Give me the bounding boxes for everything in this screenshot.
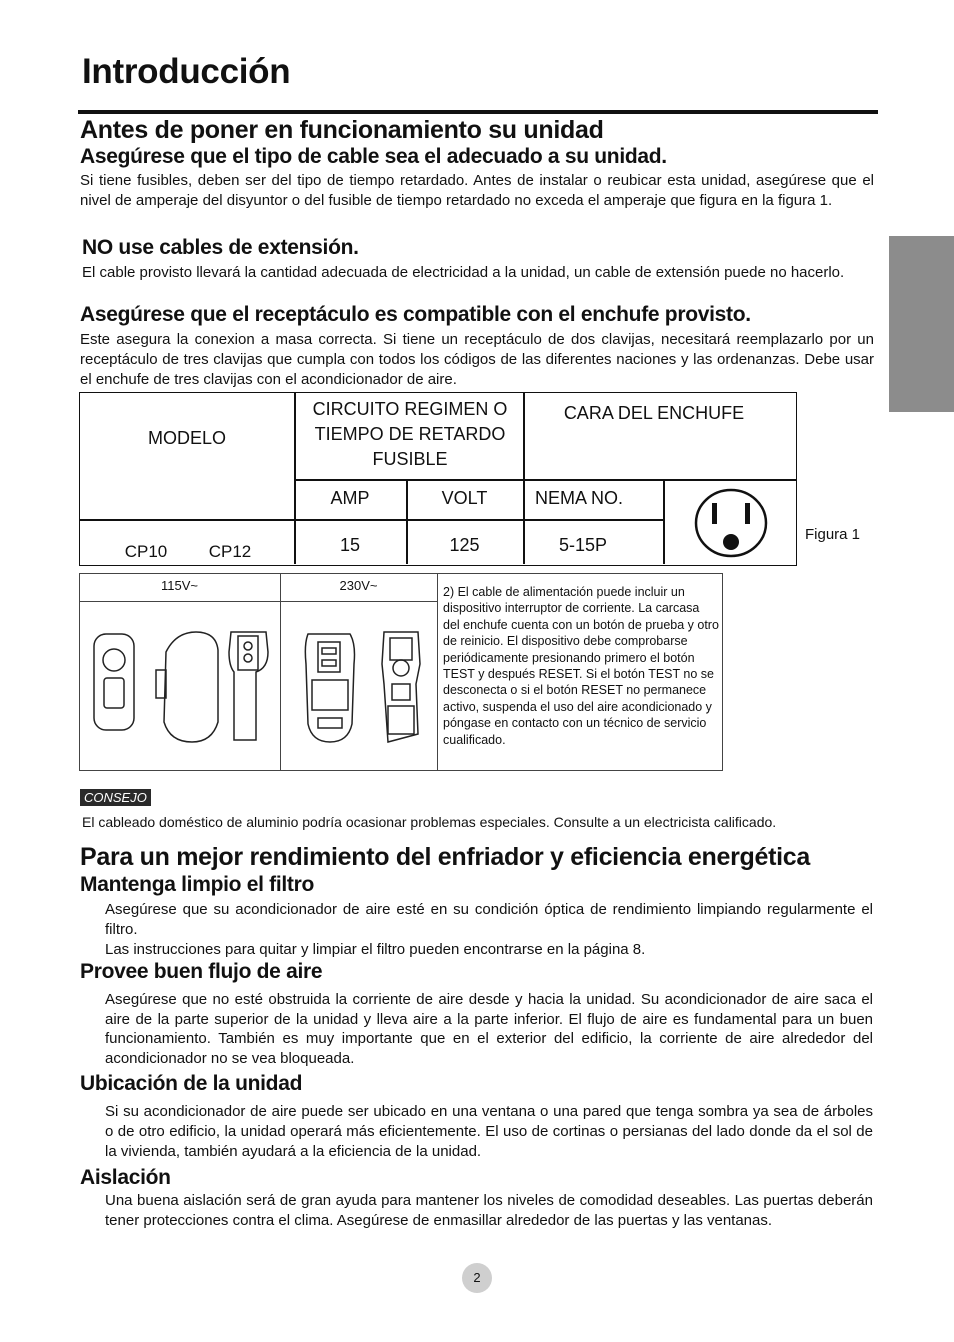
- label-115v: 115V~: [161, 578, 198, 593]
- paragraph-insulation: Una buena aislación será de gran ayuda para mantener los niveles de comodidad deseables. Las puertas deberán tener protecciones contra el clima. Asegúrese de enmasillar alrededor de las puertas y las ventanas.: [105, 1192, 873, 1229]
- paragraph-airflow: Asegúrese que no esté obstruida la corriente de aire desde y hacia la unidad. Su acondicionador de aire saca el aire de la parte superior de la unidad y lleva aire a la parte inferior. El flujo de aire es fundamental para un buen funcionamiento. También es muy importante que en el exterior del edificio, la corriente de aire alrededor del acondicionador no se vea bloqueada.: [105, 991, 873, 1067]
- table-header-circuit: CIRCUITO REGIMEN O TIEMPO DE RETARDO FUSIBLE: [312, 399, 508, 469]
- subheading-no-extension: NO use cables de extensión.: [82, 236, 359, 259]
- table-col-amp: AMP: [330, 488, 370, 508]
- subheading-location: Ubicación de la unidad: [80, 1072, 303, 1095]
- table-amp-value: 15: [339, 535, 361, 555]
- language-side-tab: [889, 236, 954, 412]
- plug-230v-illustration: [288, 624, 432, 746]
- table-volt-value: 125: [449, 535, 480, 555]
- subheading-filter: Mantenga limpio el filtro: [80, 873, 315, 896]
- subheading-airflow: Provee buen flujo de aire: [80, 960, 323, 983]
- plug-device-note: 2) El cable de alimentación puede incluir un dispositivo interruptor de corriente. La carcasa del enchufe cuenta con un botón de prueba y otro de reinicio. El dispositivo debe comprobarse periódicamente presionando primero el botón TEST y después RESET. Si el botón TEST no se desconecta o si el botón RESET no permanece activo, suspenda el uso del aire acondicionado y póngase en contacto con un técnico de servicio cualificado.: [443, 585, 719, 747]
- paragraph-location: Si su acondicionador de aire puede ser ubicado en una ventana o una pared que tenga sombra ya sea de árboles o de otro edificio, la unidad operará más eficientemente. El uso de cortinas o persianas del lado donde da el sol de la vivienda, también ayudará a la eficiencia de la unidad.: [105, 1103, 873, 1160]
- tip-badge: CONSEJO: [80, 789, 151, 806]
- paragraph-filter-2: Las instrucciones para quitar y limpiar el filtro pueden encontrarse en la página 8.: [105, 941, 646, 958]
- subheading-receptacle: Asegúrese que el receptáculo es compatible con el enchufe provisto.: [80, 303, 751, 326]
- table-col-volt: VOLT: [441, 488, 488, 508]
- label-230v: 230V~: [339, 578, 378, 593]
- section-heading-efficiency: Para un mejor rendimiento del enfriador y eficiencia energética: [80, 843, 810, 871]
- table-model-cp10: CP10: [124, 542, 168, 561]
- table-col-nema: NEMA NO.: [535, 488, 624, 508]
- section-heading-before-operation: Antes de poner en funcionamiento su unidad: [80, 116, 604, 144]
- tip-text: El cableado doméstico de aluminio podría ocasionar problemas especiales. Consulte a un electricista calificado.: [82, 814, 777, 830]
- title-rule: [78, 110, 878, 114]
- plug-face-icon: [693, 487, 769, 559]
- paragraph-filter-1: Asegúrese que su acondicionador de aire esté en su condición óptica de rendimiento limpiando regularmente el filtro.: [105, 901, 873, 938]
- subheading-insulation: Aislación: [80, 1166, 171, 1189]
- plug-115v-illustration: [86, 622, 274, 748]
- paragraph-cable-type: Si tiene fusibles, deben ser del tipo de tiempo retardado. Antes de instalar o reubicar esta unidad, asegúrese que el nivel de amperaje del disyuntor o del fusible de tiempo retardado no exceda el amperaje que figura en la figura 1.: [80, 172, 874, 209]
- subheading-cable-type: Asegúrese que el tipo de cable sea el adecuado a su unidad.: [80, 145, 667, 168]
- figure-1-label: Figura 1: [805, 526, 861, 543]
- table-model-cp12: CP12: [208, 542, 252, 561]
- table-header-plug-face: CARA DEL ENCHUFE: [563, 403, 745, 423]
- page-number: 2: [462, 1263, 492, 1293]
- paragraph-no-extension: El cable provisto llevará la cantidad adecuada de electricidad a la unidad, un cable de extensión puede no hacerlo.: [82, 264, 845, 281]
- paragraph-receptacle: Este asegura la conexion a masa correcta. Si tiene un receptáculo de dos clavijas, necesitará reemplazarlo por un receptáculo de tres clavijas que cumpla con todos los códigos de las diferentes naciones y las ordenanzas. Debe usar el enchufe de tres clavijas con el acondicionador de aire.: [80, 331, 874, 388]
- page-title: Introducción: [82, 52, 291, 91]
- electrical-spec-table: [79, 392, 797, 566]
- table-nema-value: 5-15P: [559, 535, 608, 555]
- table-header-model: MODELO: [147, 428, 226, 448]
